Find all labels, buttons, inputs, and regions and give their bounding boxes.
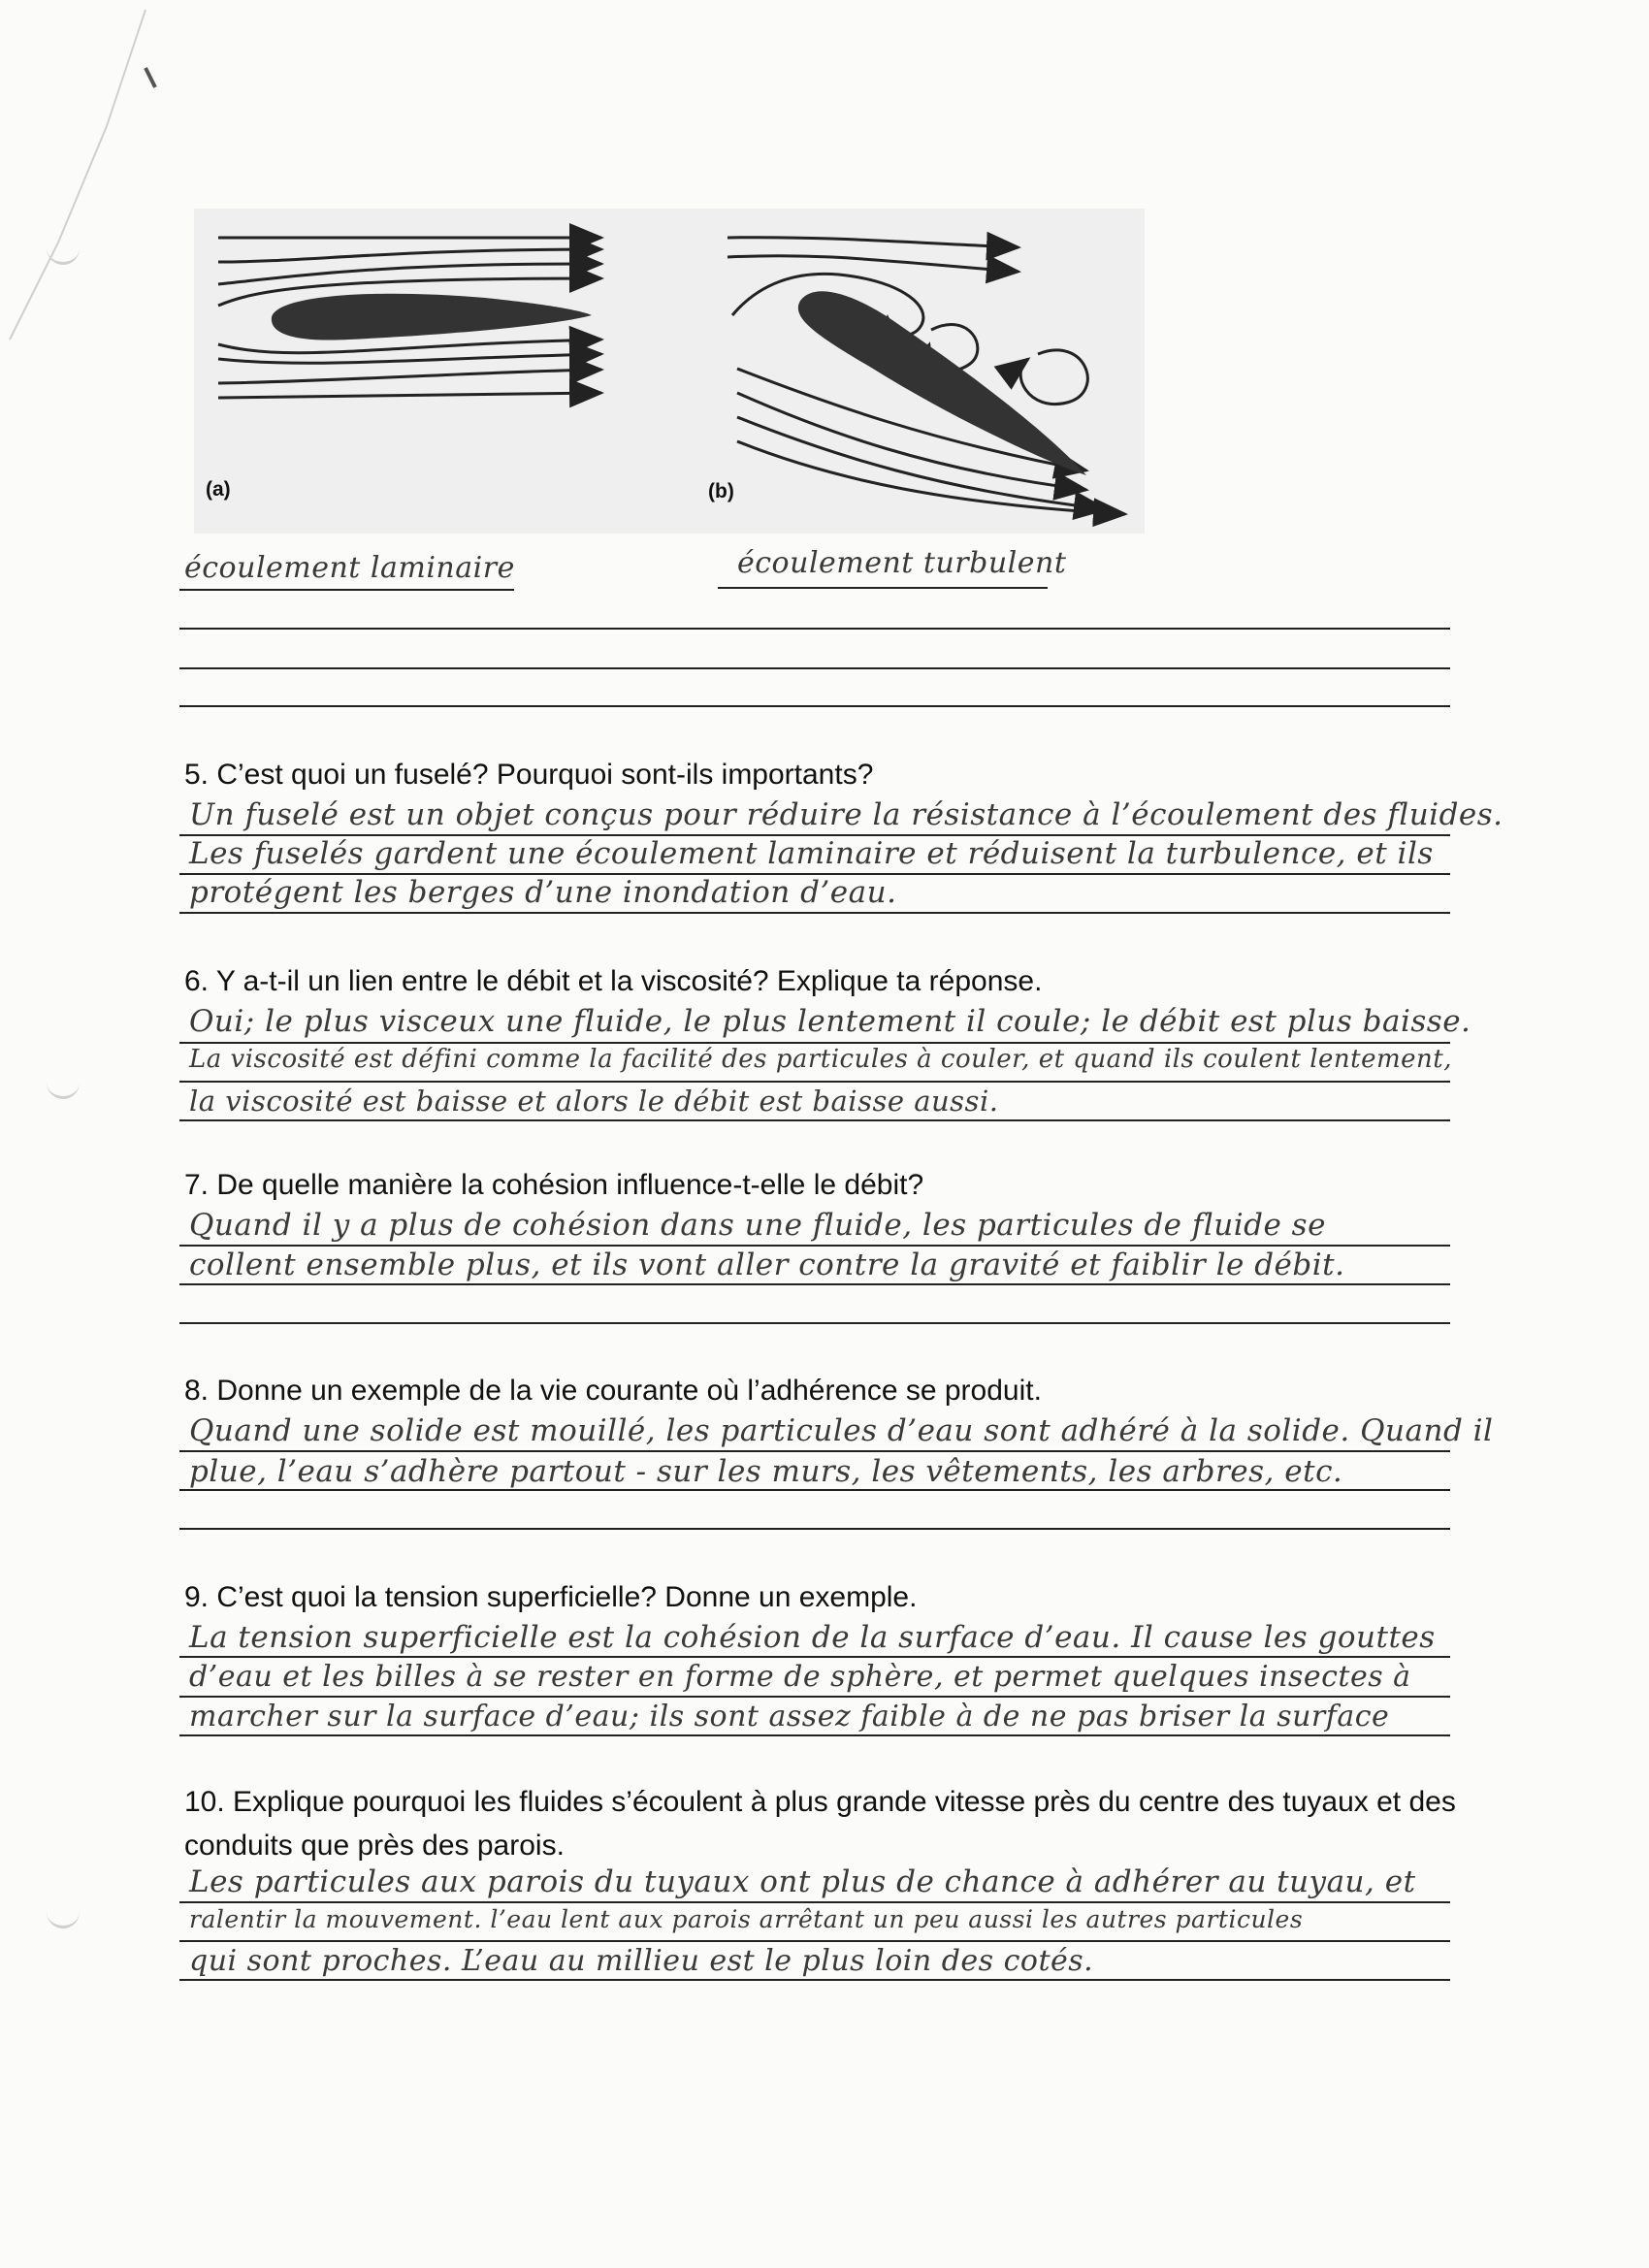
answer-line (179, 1528, 1450, 1530)
question-5-answer-line-1: Un fuselé est un objet conçus pour réduire la résistance à l’écoulement des fluides. (189, 797, 1504, 832)
figure-label-a: (a) (206, 478, 231, 501)
binder-hole-mark (47, 1904, 80, 1928)
airfoil-b-shape (798, 291, 1086, 475)
answer-line (179, 1734, 1450, 1736)
answer-line (718, 587, 1048, 589)
airfoil-diagram (194, 209, 1145, 534)
question-6-answer-line-1: Oui; le plus visceux une fluide, le plus lentement il coule; le débit est plus baisse. (189, 1004, 1471, 1039)
question-9-answer-line-2: d’eau et les billes à se rester en forme de sphère, et permet quelques insectes à (189, 1660, 1411, 1694)
question-7-answer-line-2: collent ensemble plus, et ils vont aller contre la gravité et faiblir le débit. (189, 1247, 1345, 1282)
answer-line (179, 1940, 1450, 1942)
answer-line (179, 628, 1450, 630)
question-8-prompt: 8. Donne un exemple de la vie courante où l’adhérence se produit. (184, 1375, 1042, 1407)
answer-line (179, 1901, 1450, 1903)
question-5-answer-line-3: protégent les berges d’une inondation d’eau. (189, 875, 897, 910)
question-8-answer-line-2: plue, l’eau s’adhère partout - sur les murs, les vêtements, les arbres, etc. (189, 1454, 1343, 1489)
question-10-answer-line-1: Les particules aux parois du tuyaux ont plus de chance à adhérer au tuyau, et (189, 1864, 1416, 1899)
question-9-prompt: 9. C’est quoi la tension superficielle? Donne un exemple. (184, 1581, 918, 1613)
answer-line (179, 1696, 1450, 1698)
question-8-answer-line-1: Quand une solide est mouillé, les particules d’eau sont adhéré à la solide. Quand il (189, 1413, 1494, 1448)
answer-line (179, 589, 514, 591)
question-7-answer-line-1: Quand il y a plus de cohésion dans une fluide, les particules de fluide se (189, 1208, 1326, 1243)
answer-line (179, 705, 1450, 707)
question-7-prompt: 7. De quelle manière la cohésion influence-t-elle le débit? (184, 1169, 924, 1201)
answer-line (179, 1450, 1450, 1452)
answer-line (179, 1081, 1450, 1083)
answer-line (179, 1245, 1450, 1247)
binder-hole-mark (47, 1075, 80, 1099)
answer-line (179, 1322, 1450, 1324)
question-9-answer-line-3: marcher sur la surface d’eau; ils sont assez faible à de ne pas briser la surface (189, 1700, 1390, 1733)
question-5-answer-line-2: Les fuselés gardent une écoulement laminaire et réduisent la turbulence, et ils (189, 836, 1434, 871)
answer-figure-b: écoulement turbulent (737, 546, 1067, 580)
answer-figure-a: écoulement laminaire (184, 551, 515, 585)
question-10-answer-line-3: qui sont proches. L’eau au millieu est le plus loin des cotés. (189, 1944, 1094, 1978)
question-6-answer-line-2: La viscosité est défini comme la facilité des particules à couler, et quand ils coulent lentement, (189, 1045, 1452, 1074)
answer-line (179, 912, 1450, 914)
question-9-answer-line-1: La tension superficielle est la cohésion de la surface d’eau. Il cause les gouttes (189, 1620, 1436, 1655)
answer-line (179, 1489, 1450, 1491)
figure-label-b: (b) (708, 480, 734, 502)
question-10-answer-line-2: ralentir la mouvement. l’eau lent aux parois arrêtant un peu aussi les autres particules (189, 1905, 1304, 1933)
answer-line (179, 1656, 1450, 1658)
question-6-answer-line-3: la viscosité est baisse et alors le débit est baisse aussi. (189, 1085, 999, 1118)
airfoil-figure (194, 209, 1145, 534)
airfoil-a-shape (272, 294, 592, 340)
answer-line (179, 667, 1450, 669)
answer-line (179, 1042, 1450, 1044)
question-6-prompt: 6. Y a-t-il un lien entre le débit et la viscosité? Explique ta réponse. (184, 965, 1043, 997)
scan-edge-mark (0, 0, 165, 349)
answer-line (179, 1283, 1450, 1285)
question-5-prompt: 5. C’est quoi un fuselé? Pourquoi sont-ils importants? (184, 759, 874, 791)
question-10-prompt: 10. Explique pourquoi les fluides s’écoulent à plus grande vitesse près du centre des tuyaux et des conduits que près des parois. (184, 1786, 1456, 1862)
answer-line (179, 1979, 1450, 1981)
answer-line (179, 1119, 1450, 1121)
